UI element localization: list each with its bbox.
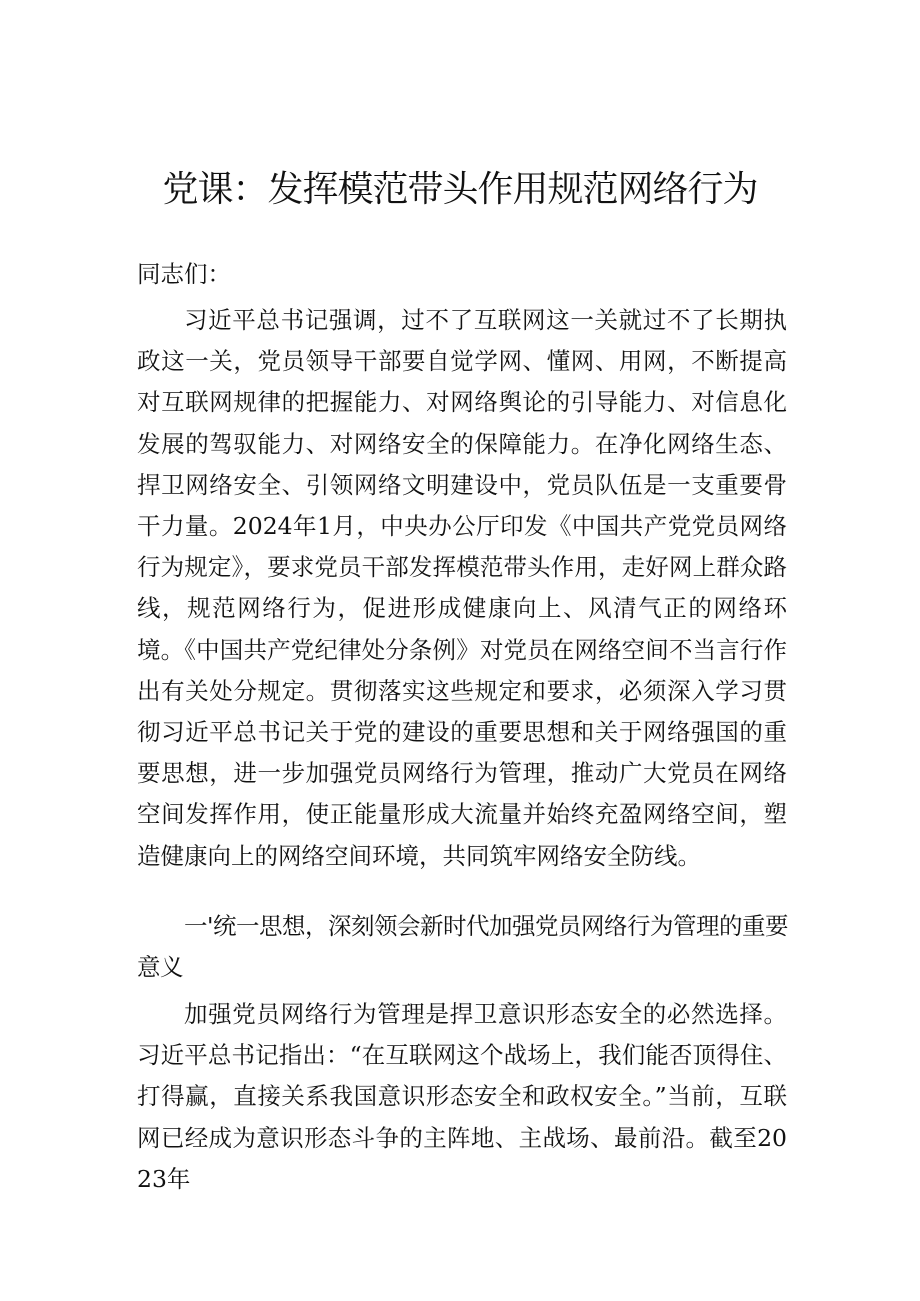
greeting: 同志们： — [137, 260, 231, 288]
section-heading-1: 一'统一思想，深刻领会新时代加强党员网络行为管理的重要意义 — [137, 912, 788, 981]
paragraph-intro: 习近平总书记强调，过不了互联网这一关就过不了长期执政这一关，党员领导干部要自觉学网、懂网、用网，不断提高对互联网规律的把握能力、对网络舆论的引导能力、对信息化发展的驾驭能力、对网络安全的保障能力。在净化网络生态、捍卫网络安全、引领网络文明建设中，党员队伍是一支重要骨干力量。2024年1月，中央办公厅印发《中国共产党党员网络行为规定》，要求党员干部发挥模范带头作用，走好网上群众路线，规范网络行为，促进形成健康向上、风清气正的网络环境。《中国共产党纪律处分条例》对党员在网络空间不当言行作出有关处分规定。贯彻落实这些规定和要求，必须深入学习贯彻习近平总书记关于党的建设的重要思想和关于网络强国的重要思想，进一步加强党员网络行为管理，推动广大党员在网络空间发挥作用，使正能量形成大流量并始终充盈网络空间，塑造健康向上的网络空间环境，共同筑牢网络安全防线。 — [137, 306, 787, 870]
paragraph-section-1: 加强党员网络行为管理是捍卫意识形态安全的必然选择。习近平总书记指出：“在互联网这个战场上，我们能否顶得住、打得赢，直接关系我国意识形态安全和政权安全。”当前，互联网已经成为意识形态斗争的主阵地、主战场、最前沿。截至2023年 — [137, 1000, 787, 1193]
document-title: 党课：发挥模范带头作用规范网络行为 — [162, 169, 758, 210]
